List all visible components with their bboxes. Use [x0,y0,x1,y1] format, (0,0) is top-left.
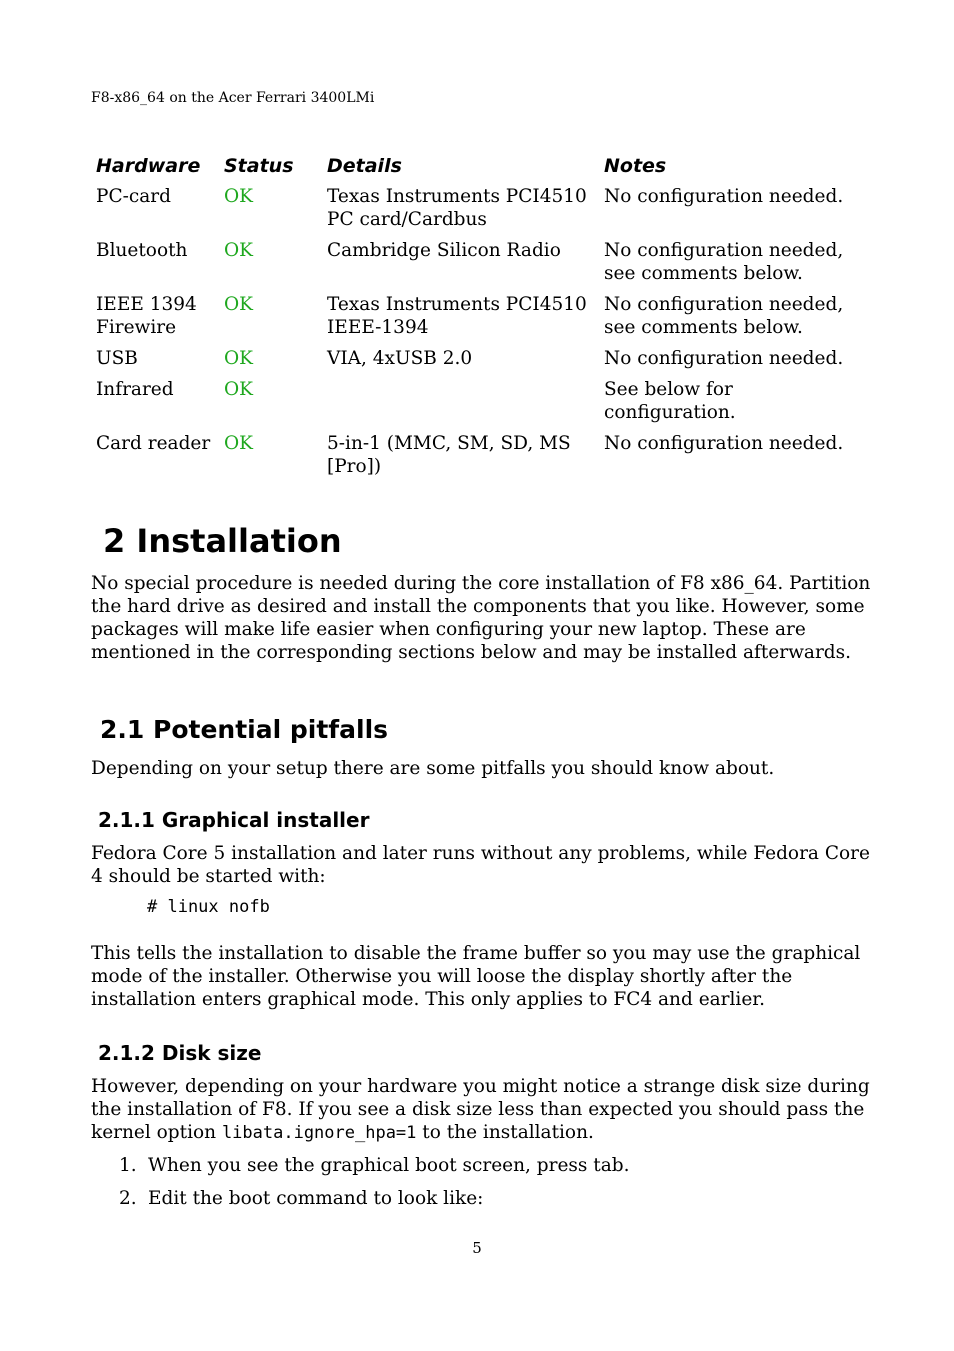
section-heading-potential-pitfalls: 2.1 Potential pitfalls [100,715,389,744]
list-item [119,1187,483,1210]
running-header: F8-x86_64 on the Acer Ferrari 3400LMi [91,90,375,106]
cell-status: OK [224,186,253,207]
graphical-installer-paragraph: Fedora Core 5 installation and later runs without any problems, while Fedora Core 4 should be started with: [91,843,870,888]
cell-notes: No configuration needed, see comments below. [604,294,844,338]
kernel-option-code: libata.ignore_hpa=1 [221,1123,417,1144]
list-item-text: Edit the boot command to look like: [148,1188,484,1209]
table-row [91,432,869,486]
cell-hardware: PC-card [96,186,171,207]
hardware-status-table [91,152,869,486]
table-row [91,293,869,347]
cell-status: OK [224,294,253,315]
frame-buffer-paragraph: This tells the installation to disable the frame buffer so you may use the graphical mode of the installer. Otherwise you will loose the display shortly after the installation enters graphical mode. This only applies to FC4 and earlier. [91,943,861,1011]
cell-notes: No configuration needed. [604,433,844,454]
cell-notes: No configuration needed, see comments below. [604,240,844,284]
cell-hardware: USB [96,348,138,369]
table-header-row [91,152,869,185]
page-number: 5 [472,1239,482,1257]
cell-details [322,378,599,432]
column-header-notes: Notes [604,155,667,177]
cell-notes: See below for configuration. [604,379,736,423]
column-header-hardware: Hardware [96,155,201,177]
cell-notes: No configuration needed. [604,186,844,207]
cell-details: VIA, 4xUSB 2.0 [327,348,473,369]
cell-hardware: Infrared [96,379,174,400]
cell-details: Cambridge Silicon Radio [327,240,561,261]
cell-hardware: Card reader [96,433,211,454]
cell-status: OK [224,240,253,261]
cell-notes: No configuration needed. [604,348,844,369]
cell-hardware: IEEE 1394 Firewire [96,294,197,338]
cell-details: Texas Instruments PCI4510 IEEE-1394 [327,294,587,338]
installation-paragraph: No special procedure is needed during the core installation of F8 x86_64. Partition the hard drive as desired and install the components that you like. However, some packages will make life easier when configuring your new laptop. These are mentioned in the corresponding sections below and may be installed afterwards. [91,573,871,664]
disk-size-text-before: However, depending on your hardware you might notice a strange disk size during the installation of F8. If you see a disk size less than expected you should pass the kernel option [91,1076,870,1144]
disk-size-paragraph [91,1075,871,1145]
list-item-number: 2. [119,1188,137,1209]
column-header-details: Details [327,155,402,177]
section-heading-graphical-installer: 2.1.1 Graphical installer [98,808,370,832]
table-row [91,185,869,239]
list-item [119,1154,629,1177]
disk-size-text-after: to the installation. [422,1122,594,1144]
code-linux-nofb: # linux nofb [147,897,270,917]
table-row [91,239,869,293]
cell-status: OK [224,348,253,369]
cell-status: OK [224,379,253,400]
section-heading-installation: 2 Installation [103,522,342,560]
pitfalls-paragraph: Depending on your setup there are some pitfalls you should know about. [91,758,775,779]
cell-status: OK [224,433,253,454]
cell-hardware: Bluetooth [96,240,188,261]
section-heading-disk-size: 2.1.2 Disk size [98,1041,262,1065]
table-row [91,378,869,432]
column-header-status: Status [224,155,294,177]
cell-details: 5-in-1 (MMC, SM, SD, MS [Pro]) [327,433,571,477]
list-item-text: When you see the graphical boot screen, press tab. [148,1155,630,1176]
list-item-number: 1. [119,1155,137,1176]
table-row [91,347,869,378]
cell-details: Texas Instruments PCI4510 PC card/Cardbus [327,186,587,230]
